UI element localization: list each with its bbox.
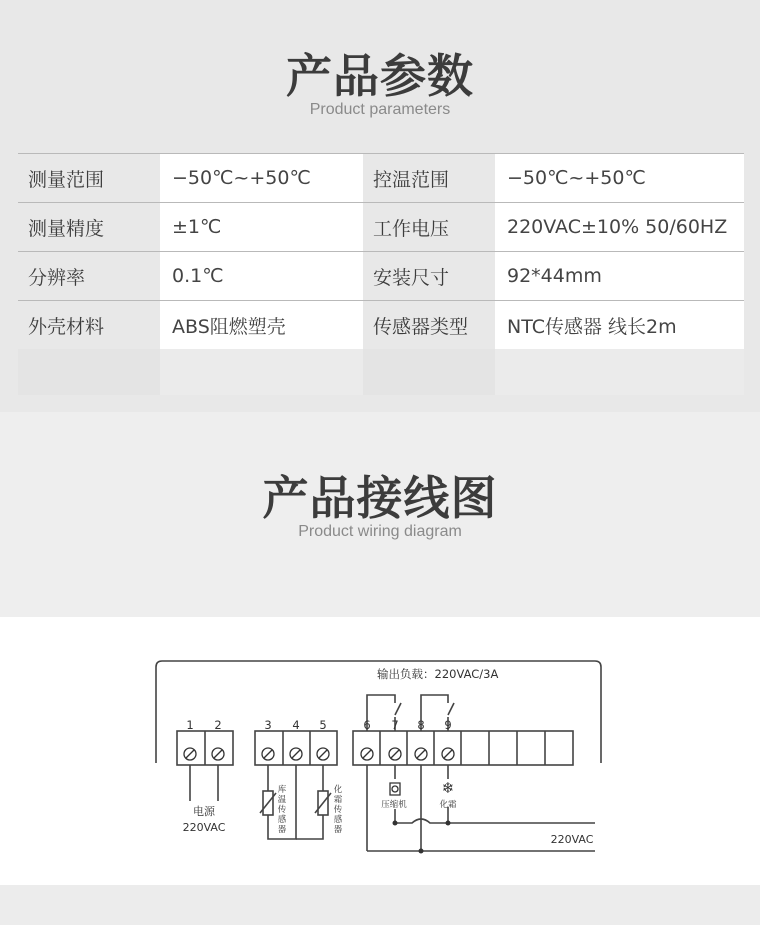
table-tail-cell	[363, 349, 495, 395]
wiring-diagram	[0, 617, 760, 885]
line-voltage-label: 220VAC	[550, 833, 594, 846]
param-label: 安装尺寸	[363, 252, 495, 301]
param-value: −50℃~+50℃	[160, 154, 363, 203]
bottom-strip	[0, 885, 760, 925]
terminal-number: 3	[264, 718, 272, 732]
param-label: 测量精度	[18, 203, 160, 252]
room-sensor-char: 库	[277, 785, 287, 795]
table-row	[18, 301, 744, 350]
compressor-icon	[390, 783, 400, 795]
defrost-sensor-char: 器	[333, 825, 343, 835]
defrost-sensor-char: 化	[333, 785, 343, 795]
wiring-title: 产品接线图	[262, 471, 498, 525]
param-value: ±1℃	[160, 203, 363, 252]
params-table	[18, 153, 744, 350]
param-value: ABS阻燃塑壳	[160, 301, 363, 350]
defrost-label: 化霜	[439, 800, 457, 810]
param-label: 分辨率	[18, 252, 160, 301]
relay-compressor-switch	[395, 703, 401, 715]
room-sensor-char: 传	[277, 805, 287, 815]
param-label: 传感器类型	[363, 301, 495, 350]
table-row	[18, 154, 744, 203]
terminal-number: 7	[391, 718, 399, 732]
line-live	[395, 819, 595, 823]
param-value: 92*44mm	[495, 252, 744, 301]
defrost-sensor-char: 感	[333, 815, 343, 825]
snowflake-icon: ❄	[441, 779, 455, 797]
params-title: 产品参数	[286, 49, 474, 103]
defrost-sensor-char: 霜	[333, 795, 343, 805]
table-row	[18, 203, 744, 252]
table-tail-cell	[18, 349, 160, 395]
param-value: NTC传感器 线长2m	[495, 301, 744, 350]
defrost-sensor-char: 传	[333, 805, 343, 815]
room-sensor-char: 器	[277, 825, 287, 835]
terminal-number: 6	[363, 718, 371, 732]
terminal-number: 5	[319, 718, 327, 732]
power-label: 电源	[193, 805, 215, 818]
compressor-label: 压缩机	[381, 800, 407, 810]
terminal-number: 4	[292, 718, 300, 732]
param-label: 控温范围	[363, 154, 495, 203]
table-tail-cell	[160, 349, 363, 395]
param-label: 测量范围	[18, 154, 160, 203]
table-row	[18, 252, 744, 301]
terminal-number: 2	[214, 718, 222, 732]
param-value: −50℃~+50℃	[495, 154, 744, 203]
terminal-number: 1	[186, 718, 194, 732]
terminal-block-output	[353, 731, 573, 765]
room-sensor-char: 感	[277, 815, 287, 825]
param-label: 外壳材料	[18, 301, 160, 350]
param-label: 工作电压	[363, 203, 495, 252]
params-subtitle: Product parameters	[309, 101, 451, 118]
terminal-number: 9	[444, 718, 452, 732]
param-value: 0.1℃	[160, 252, 363, 301]
wiring-subtitle: Product wiring diagram	[298, 523, 462, 540]
table-tail-cell	[495, 349, 744, 395]
room-sensor-char: 温	[277, 795, 287, 805]
output-load-label: 输出负载：220VAC/3A	[377, 667, 499, 681]
param-value: 220VAC±10% 50/60HZ	[495, 203, 744, 252]
relay-defrost-switch	[448, 703, 454, 715]
terminal-number: 8	[417, 718, 425, 732]
power-voltage: 220VAC	[182, 821, 226, 834]
